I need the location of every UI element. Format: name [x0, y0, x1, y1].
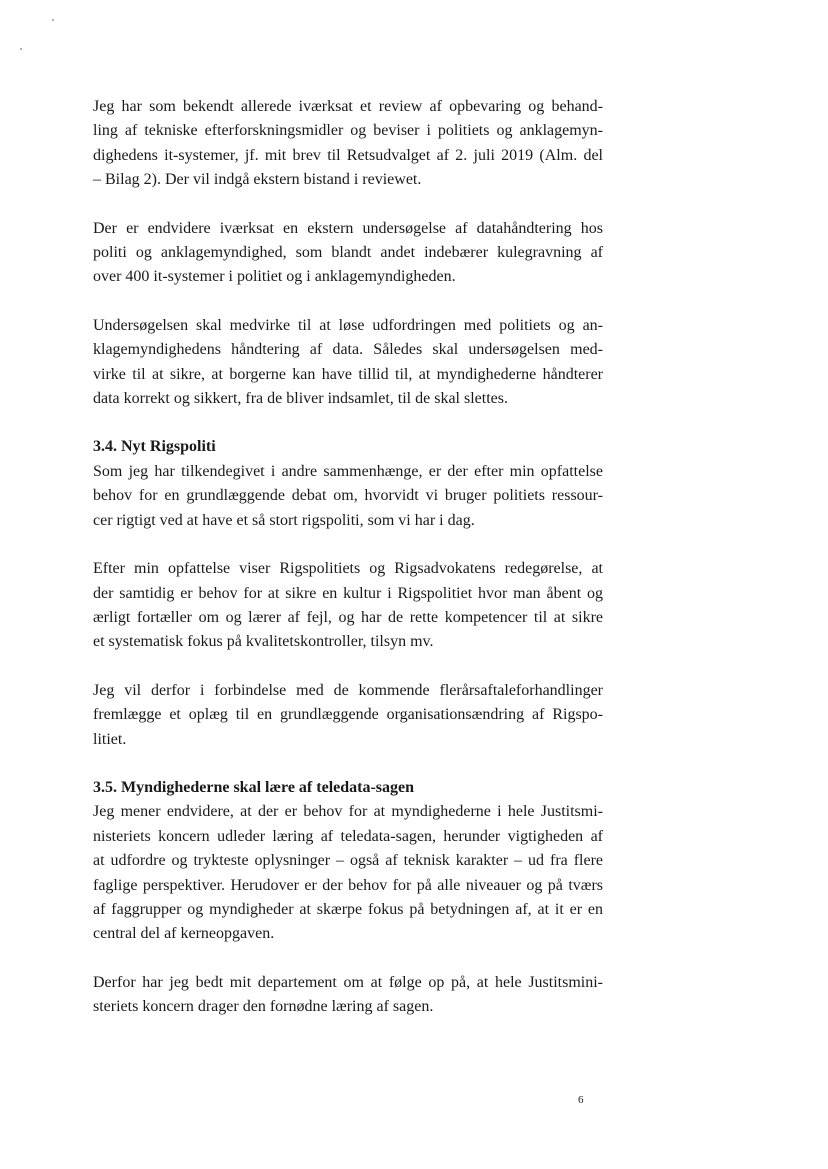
page-number: 6 [578, 1094, 584, 1106]
text-line: af faggrupper og myndigheder at skærpe fokus på betydningen af, at it er en [93, 900, 603, 918]
text-line: Efter min opfattelse viser Rigspolitiets og Rigsadvokatens redegørelse, at [93, 560, 603, 578]
section-heading: 3.4. Nyt Rigspoliti [93, 438, 216, 456]
section-paragraph [93, 460, 603, 533]
text-line: nisteriets koncern udleder læring af teledata-sagen, herunder vigtigheden af [93, 827, 603, 845]
text-line: litiet. [93, 730, 127, 748]
text-line: over 400 it-systemer i politiet og i anklagemyndigheden. [93, 268, 456, 286]
text-line: Jeg har som bekendt allerede iværksat et review af opbevaring og behand- [93, 98, 603, 115]
text-line: at udfordre og trykteste oplysninger – også af teknisk karakter – ud fra flere [93, 852, 603, 870]
text-line: der samtidig er behov for at sikre en kultur i Rigspolitiet hvor man åbent og [93, 584, 603, 602]
text-line: – Bilag 2). Der vil indgå ekstern bistand i reviewet. [93, 171, 422, 189]
text-line: ling af tekniske efterforskningsmidler og beviser i politiets og anklagemyn- [93, 122, 603, 140]
text-line: Jeg vil derfor i forbindelse med de kommende flerårsaftaleforhandlinger [93, 681, 603, 699]
text-line: politi og anklagemyndighed, som blandt andet indebærer kulegravning af [93, 244, 603, 262]
paragraph-review [93, 95, 603, 193]
text-line: data korrekt og sikkert, fra de bliver indsamlet, til de skal slettes. [93, 390, 508, 408]
text-line: dighedens it-systemer, jf. mit brev til Retsudvalget af 2. juli 2019 (Alm. del [93, 146, 603, 164]
paragraph-investigation-purpose [93, 314, 603, 412]
text-line: Som jeg har tilkendegivet i andre sammenhænge, er der efter min opfattelse [93, 462, 603, 480]
paragraph-reorganisation [93, 679, 603, 752]
scan-speck [20, 48, 22, 50]
text-line: klagemyndighedens håndtering af data. Således skal undersøgelsen med- [93, 341, 603, 359]
text-line: behov for en grundlæggende debat om, hvorvidt vi bruger politiets ressour- [93, 487, 603, 505]
paragraph-follow-up [93, 971, 603, 1020]
text-line: Derfor har jeg bedt mit departement om at følge op på, at hele Justitsmini- [93, 973, 603, 991]
paragraph-external-investigation [93, 217, 603, 290]
text-line: ærligt fortæller om og lærer af fejl, og har de rette kompetencer til at sikre [93, 608, 603, 626]
section-3-4 [93, 435, 603, 533]
text-line: central del af kerneopgaven. [93, 925, 275, 943]
text-line: fremlægge et oplæg til en grundlæggende organisationsændring af Rigspo- [93, 706, 603, 724]
document-body [93, 95, 603, 1044]
scan-speck [52, 19, 54, 21]
text-line: cer rigtigt ved at have et så stort rigspoliti, som vi har i dag. [93, 511, 475, 529]
text-line: faglige perspektiver. Herudover er der behov for på alle niveauer og på tværs [93, 876, 603, 894]
text-line: Jeg mener endvidere, at der er behov for at myndighederne i hele Justitsmi- [93, 803, 603, 821]
text-line: steriets koncern drager den fornødne læring af sagen. [93, 998, 434, 1016]
section-heading: 3.5. Myndighederne skal lære af teledata-sagen [93, 778, 415, 796]
text-line: virke til at sikre, at borgerne kan have tillid til, at myndighederne håndterer [93, 365, 603, 383]
section-3-5 [93, 776, 603, 947]
section-paragraph [93, 800, 603, 946]
text-line: Undersøgelsen skal medvirke til at løse udfordringen med politiets og an- [93, 316, 603, 334]
text-line: et systematisk fokus på kvalitetskontroller, tilsyn mv. [93, 633, 434, 651]
paragraph-culture [93, 557, 603, 655]
text-line: Der er endvidere iværksat en ekstern undersøgelse af datahåndtering hos [93, 219, 603, 237]
